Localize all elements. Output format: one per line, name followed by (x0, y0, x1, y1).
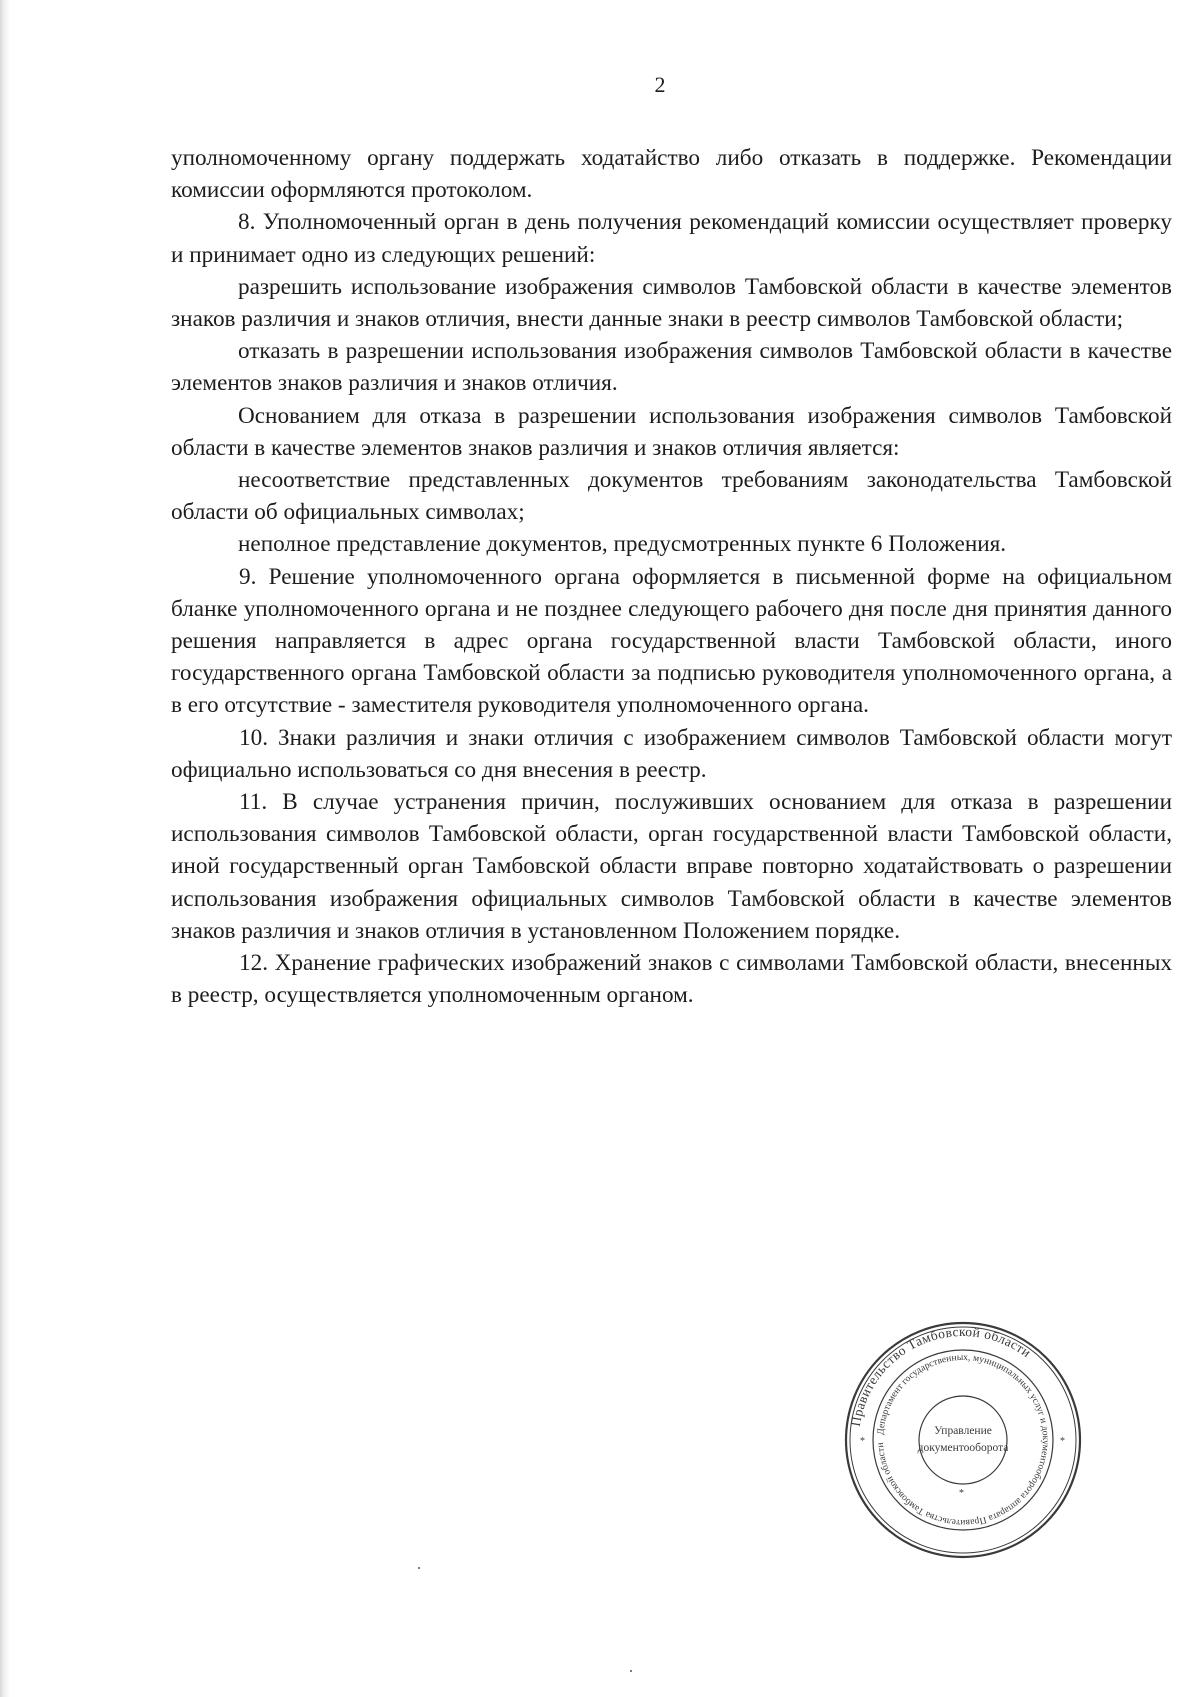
stamp-star-icon: * (1060, 1436, 1065, 1447)
stamp-center-line-2: документооборота (917, 1442, 1009, 1454)
page-number: 2 (654, 72, 666, 97)
stamp-middle-text: Департамент государственных, муниципальных услуг и документооборота аппарата Правительства Тамбовской области (875, 1351, 1052, 1529)
stamp-center-line-1: Управление (934, 1425, 992, 1437)
paragraph-10: 10. Знаки различия и знаки отличия с изображением символов Тамбовской области могут официально использоваться со дня внесения в реестр. (171, 724, 1172, 783)
stamp-star-icon: * (959, 1488, 964, 1499)
paragraph-8-ground-2: неполное представление документов, предусмотренных пункте 6 Положения. (238, 531, 1007, 558)
paragraph-12: 12. Хранение графических изображений знаков с символами Тамбовской области, внесенных в реестр, осуществляется уполномоченным органом. (171, 950, 1172, 1009)
scan-speck (418, 1567, 420, 1569)
paragraph-9: 9. Решение уполномоченного органа оформляется в письменной форме на официальном бланке уполномоченного органа и не позднее следующего рабочего дня после дня принятия данного решения направляется в адрес органа государственной власти Тамбовской области, иного государственного органа Тамбовской области за подписью руководителя уполномоченного органа, а в его отсутствие - заместителя руководителя уполномоченного органа. (171, 563, 1172, 719)
scan-left-edge (0, 0, 10, 1697)
paragraph-continuation: уполномоченному органу поддержать ходатайство либо отказать в поддержке. Рекомендации комиссии оформляются протоколом. (171, 145, 1172, 204)
stamp-star-icon: * (860, 1436, 865, 1447)
paragraph-8-allow: разрешить использование изображения символов Тамбовской области в качестве элементов знаков различия и знаков отличия, внести данные знаки в реестр символов Тамбовской области; (171, 273, 1172, 333)
scan-speck (630, 1670, 632, 1672)
stamp-outer-text: Правительство Тамбовской области (847, 1323, 1034, 1428)
paragraph-8-deny: отказать в разрешении использования изображения символов Тамбовской области в качестве элементов знаков различия и знаков отличия. (171, 338, 1172, 397)
official-stamp (843, 1320, 1083, 1560)
paragraph-11: 11. В случае устранения причин, послуживших основанием для отказа в разрешении использования символов Тамбовской области, орган государственной власти Тамбовской области, иной государственный орган Тамбовской области вправе повторно ходатайствовать о разрешении использования изображения официальных символов Тамбовской области в качестве элементов знаков различия и знаков отличия в установленном Положением порядке. (171, 789, 1172, 944)
document-body (171, 142, 1172, 1011)
paragraph-8-ground-1: несоответствие представленных документов требованиям законодательства Тамбовской области об официальных символах; (171, 467, 1172, 526)
paragraph-8-grounds: Основанием для отказа в разрешении использования изображения символов Тамбовской области в качестве элементов знаков различия и знаков отличия является: (171, 402, 1172, 461)
paragraph-8: 8. Уполномоченный орган в день получения рекомендаций комиссии осуществляет проверку и принимает одно из следующих решений: (171, 209, 1172, 268)
